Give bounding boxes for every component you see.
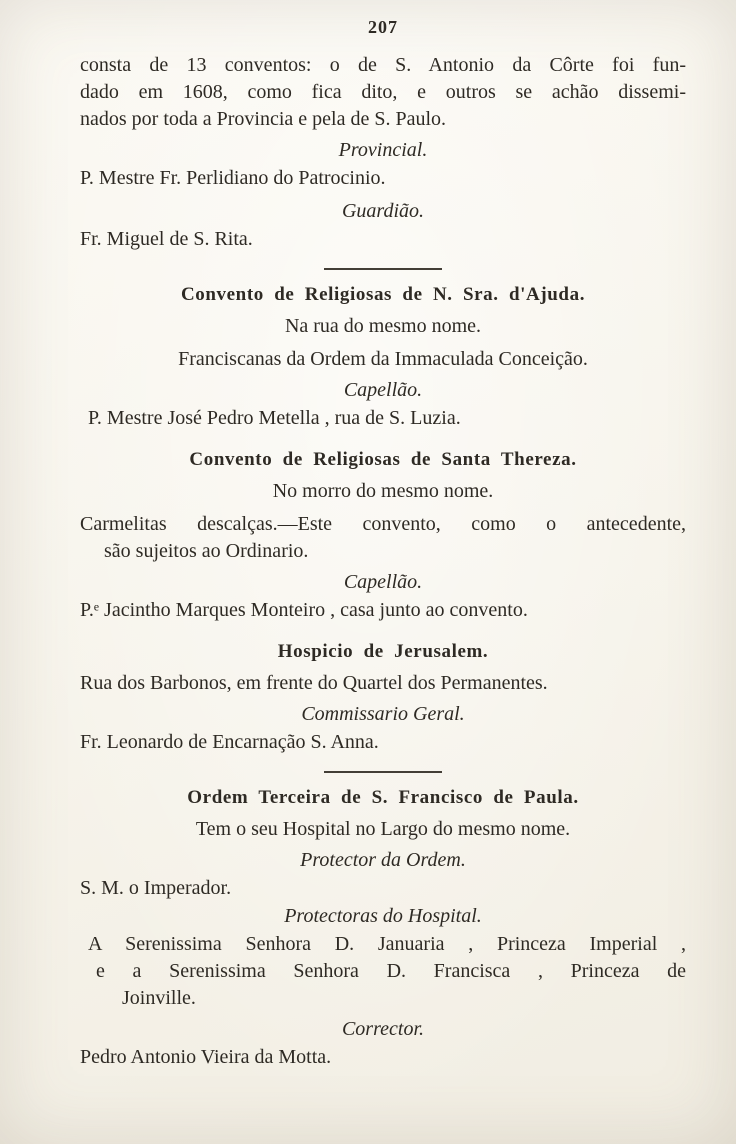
office-heading-capellao: Capellão. (343, 571, 423, 593)
order-note-line: Franciscanas da Ordem da Immaculada Conceição. (178, 348, 588, 370)
person-name: S. M. o Imperador. (80, 877, 232, 899)
section-title: Convento de Religiosas de Santa Thereza. (189, 449, 577, 470)
office-heading-guardiao: Guardião. (341, 200, 425, 222)
section-hospicio-jerusalem (80, 638, 686, 756)
intro-line: consta de 13 conventos: o de S. Antonio da Côrte foi fun- (80, 54, 686, 76)
intro-line: dado em 1608, como fica dito, e outros se achão dissemi- (80, 81, 686, 103)
person-name: Fr. Miguel de S. Rita. (80, 228, 253, 250)
location-line: Na rua do mesmo nome. (284, 315, 482, 337)
section-ordem-terceira (80, 784, 686, 1071)
page-number: 207 (368, 17, 398, 37)
location-line: No morro do mesmo nome. (272, 480, 494, 502)
section-title: Ordem Terceira de S. Francisco de Paula. (187, 787, 579, 808)
section-convento-ajuda (80, 281, 686, 432)
section-title: Convento de Religiosas de N. Sra. d'Ajuda. (180, 284, 586, 305)
person-name: Fr. Leonardo de Encarnação S. Anna. (80, 731, 379, 753)
note-line: Carmelitas descalças.—Este convento, como o antecedente, (80, 513, 686, 535)
section-intro (80, 52, 686, 133)
intro-line: nados por toda a Provincia e pela de S. Paulo. (80, 108, 447, 130)
person-name: P. Mestre José Pedro Metella , rua de S. Luzia. (88, 407, 461, 429)
section-provincial (80, 137, 686, 192)
person-name-line: Joinville. (122, 987, 196, 1009)
office-heading-capellao: Capellão. (343, 379, 423, 401)
section-divider (324, 771, 442, 773)
person-name-line: e a Serenissima Senhora D. Francisca , Princeza de (96, 960, 686, 982)
office-heading-provincial: Provincial. (338, 139, 428, 161)
person-name: P. Mestre Fr. Perlidiano do Patrocinio. (80, 167, 386, 189)
section-convento-thereza (80, 446, 686, 624)
section-title: Hospicio de Jerusalem. (277, 641, 489, 662)
section-divider (324, 268, 442, 270)
person-name: Pedro Antonio Vieira da Motta. (80, 1046, 332, 1068)
office-heading-protector: Protector da Ordem. (300, 849, 466, 871)
person-name: P.ᵉ Jacintho Marques Monteiro , casa junto ao convento. (80, 599, 528, 621)
subtitle-line: Tem o seu Hospital no Largo do mesmo nome. (195, 818, 571, 840)
note-line: são sujeitos ao Ordinario. (104, 540, 309, 562)
office-heading-protectoras: Protectoras do Hospital. (284, 905, 482, 927)
office-heading-corrector: Corrector. (341, 1018, 425, 1040)
section-guardiao (80, 198, 686, 253)
person-name-line: A Serenissima Senhora D. Januaria , Princeza Imperial , (88, 933, 686, 955)
address-line: Rua dos Barbonos, em frente do Quartel dos Permanentes. (80, 672, 548, 694)
office-heading-commissario: Commissario Geral. (301, 703, 465, 725)
